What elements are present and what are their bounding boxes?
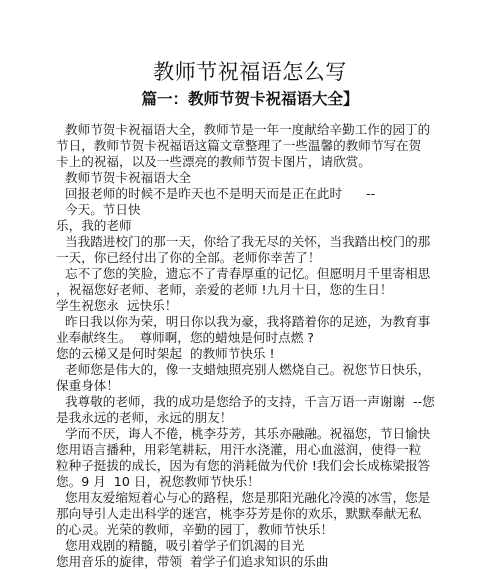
paragraph-line: 您的云梯又是何时架起 的教师节快乐 ! xyxy=(56,346,275,361)
paragraph-line: 一天，你已经付出了你的全部。老师你幸苦了！ xyxy=(56,250,321,265)
paragraph-line: 今天。节日快 xyxy=(65,202,141,217)
paragraph-line: 您用语言播种，用彩笔耕耘，用汗水浇灌，用心血滋润，使得一粒 xyxy=(56,442,422,457)
paragraph-line: 回报老师的时候不是昨天也不是明天而是正在此时 -- xyxy=(65,186,376,201)
paragraph-line: 当我踏进校门的那一天，你给了我无尽的关怀，当我踏出校门的那 xyxy=(65,234,431,249)
paragraph-line: 那向导引人走出科学的迷宫，桃李芬芳是你的欢乐，默默奉献无私 xyxy=(56,506,422,521)
paragraph-line: ，祝福您好老师、老师，亲爱的老师 !九月十日，您的生日！ xyxy=(56,282,393,297)
paragraph-line: 卡上的祝福，以及一些漂亮的教师节贺卡图片，请欣赏。 xyxy=(56,154,371,169)
paragraph-line: 保重身体！ xyxy=(56,378,119,393)
paragraph-line: 节日，教师节贺卡祝福语这篇文章整理了一些温馨的教师节写在贺 xyxy=(56,138,422,153)
paragraph-line: 您用戏剧的精髓，吸引着学子们饥渴的目光 xyxy=(65,538,305,553)
paragraph-line: 学而不厌，诲人不倦，桃李芬芳，其乐亦融融。祝福您，节日愉快 xyxy=(65,426,431,441)
paragraph-line: 的心灵。光荣的教师，辛勤的园丁，教师节快乐！ xyxy=(56,522,334,537)
document-subtitle: 篇一：教师节贺卡祝福语大全】 xyxy=(141,90,359,108)
paragraph-line: 是我永远的老师，永远的朋友！ xyxy=(56,410,233,425)
paragraph-line: 粒种子挺拔的成长，因为有您的消耗做为代价 !我们会长成栋梁报答 xyxy=(56,458,431,473)
paragraph-line: 业奉献终生。 尊师啊，您的蜡烛是何时点燃 ? xyxy=(56,330,314,345)
paragraph-line: 忘不了您的笑脸，遗忘不了青春厚重的记忆。但愿明月千里寄相思 xyxy=(65,266,431,281)
paragraph-line: 乐，我的老师 xyxy=(56,218,132,233)
paragraph-line: 您用音乐的旋律，带领 着学子们追求知识的乐曲 xyxy=(56,554,329,569)
paragraph-line: 老师您是伟大的，像一支蜡烛照亮别人燃烧自己。祝您节日快乐， xyxy=(65,362,431,377)
paragraph-line: 我尊敬的老师，我的成功是您给予的支持，千言万语一声谢谢 --您 xyxy=(65,394,435,409)
paragraph-line: 昨日我以你为荣，明日你以我为豪，我将踏着你的足迹，为教育事 xyxy=(65,314,431,329)
paragraph-line: 您。9 月 10 日，祝您教师节快乐！ xyxy=(56,474,260,489)
document-title: 教师节祝福语怎么写 xyxy=(153,60,347,84)
paragraph-line: 您用友爱缩短着心与心的路程，您是那阳光融化冷漠的冰雪，您是 xyxy=(65,490,431,505)
paragraph-line: 教师节贺卡祝福语大全 xyxy=(65,170,191,185)
paragraph-line: 学生祝您永 远快乐！ xyxy=(56,298,178,313)
paragraph-line: 教师节贺卡祝福语大全，教师节是一年一度献给辛勤工作的园丁的 xyxy=(65,122,431,137)
